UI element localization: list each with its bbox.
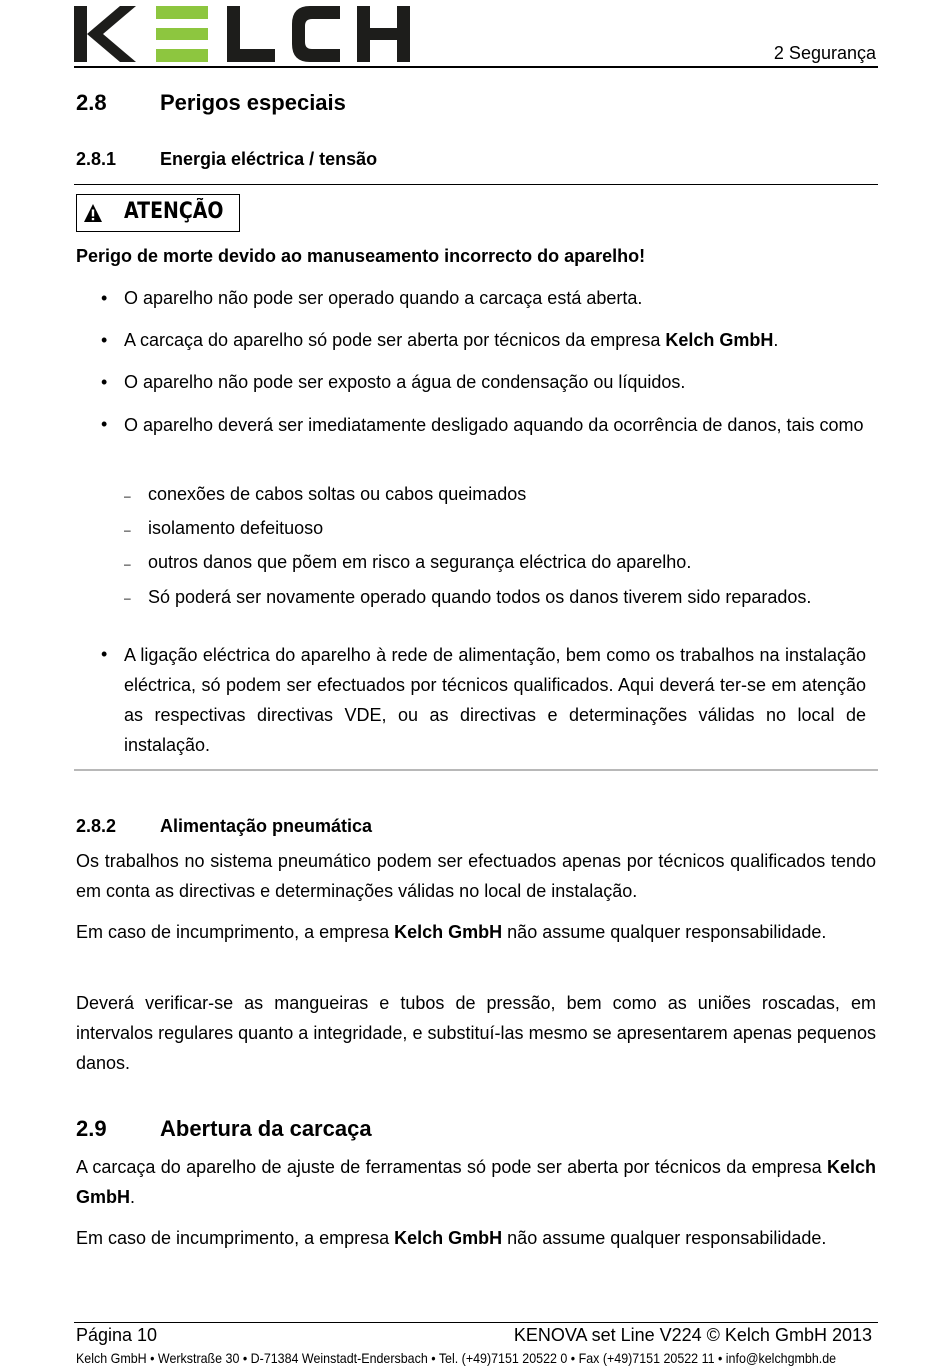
damage-item-2: isolamento defeituoso xyxy=(148,518,324,538)
company-name: Kelch GmbH xyxy=(665,330,774,350)
section-title: Abertura da carcaça xyxy=(160,1116,372,1141)
text-run: não assume qualquer responsabilidade. xyxy=(502,922,827,942)
subsection-number: 2.8.2 xyxy=(76,816,117,836)
bullet-dot: • xyxy=(101,330,108,350)
warning-label: ATENÇÃO xyxy=(124,199,224,224)
company-name: Kelch GmbH xyxy=(76,1157,876,1207)
warning-triangle-icon xyxy=(83,203,103,223)
bullet-dot: • xyxy=(101,288,108,308)
warning-bullet-3: O aparelho não pode ser exposto a água de condensação ou líquidos. xyxy=(124,372,686,392)
header-divider xyxy=(74,66,878,68)
footer-product: KENOVA set Line V224 © Kelch GmbH 2013 xyxy=(513,1325,872,1345)
housing-paragraph-1 xyxy=(76,1152,876,1212)
section-title: Perigos especiais xyxy=(160,90,346,115)
text-run: não assume qualquer responsabilidade. xyxy=(502,1228,827,1248)
warning-top-rule xyxy=(74,184,878,185)
text-run: . xyxy=(773,330,779,350)
company-name: Kelch GmbH xyxy=(394,922,503,942)
pneumatic-paragraph-3: Deverá verificar-se as mangueiras e tubos de pressão, bem como as uniões roscadas, em intervalos regulares quanto a integridade, e substituí-las mesmo se apresentarem apenas pequenos danos. xyxy=(76,993,876,1073)
dash-marker: – xyxy=(124,489,131,503)
header-section-title: 2 Segurança xyxy=(773,43,876,63)
warning-bullet-2 xyxy=(124,330,778,351)
page-number: Página 10 xyxy=(76,1325,158,1345)
footer-address: Kelch GmbH • Werkstraße 30 • D-71384 Weinstadt-Endersbach • Tel. (+49)7151 20522 0 • Fax (+49)7151 20522 11 • info@kelchgmbh.de xyxy=(76,1350,837,1366)
text-run: . xyxy=(130,1187,136,1207)
section-heading-2-9 xyxy=(76,1116,372,1142)
company-name: Kelch GmbH xyxy=(394,1228,503,1248)
bullet-dot: • xyxy=(101,372,108,392)
warning-bullet-4: O aparelho deverá ser imediatamente desligado aquando da ocorrência de danos, tais como xyxy=(124,415,864,435)
pneumatic-paragraph-2 xyxy=(76,917,876,947)
bullet-dot: • xyxy=(101,414,108,434)
kelch-logo xyxy=(74,4,414,64)
section-number: 2.9 xyxy=(76,1116,107,1141)
dash-marker: – xyxy=(124,591,131,605)
subsection-number: 2.8.1 xyxy=(76,149,117,169)
dash-marker: – xyxy=(124,557,131,571)
warning-bullet-1: O aparelho não pode ser operado quando a carcaça está aberta. xyxy=(124,288,643,308)
subsection-title: Alimentação pneumática xyxy=(160,816,373,836)
text-run: A carcaça do aparelho de ajuste de ferramentas só pode ser aberta por técnicos da empresa xyxy=(76,1157,827,1177)
text-run: Em caso de incumprimento, a empresa xyxy=(76,1228,395,1248)
subsection-heading-2-8-2 xyxy=(76,816,372,837)
damage-item-1: conexões de cabos soltas ou cabos queimados xyxy=(148,484,527,504)
warning-bullet-5: A ligação eléctrica do aparelho à rede de alimentação, bem como os trabalhos na instalação eléctrica, só podem ser efectuados por técnicos qualificados. Aqui deverá ter-se em atenção as respectivas directivas VDE, ou as directivas e determinações válidas no local de instalação. xyxy=(124,645,866,755)
section-heading-2-8 xyxy=(76,90,346,116)
dash-marker: – xyxy=(124,523,131,537)
subsection-heading-2-8-1 xyxy=(76,149,377,170)
bullet-dot: • xyxy=(101,644,108,664)
warning-label-box xyxy=(76,194,240,232)
text-run: A carcaça do aparelho só pode ser aberta por técnicos da empresa xyxy=(124,330,666,350)
footer-divider xyxy=(74,1322,878,1323)
damage-item-4: Só poderá ser novamente operado quando todos os danos tiverem sido reparados. xyxy=(148,587,812,607)
section-number: 2.8 xyxy=(76,90,107,115)
text-run: Em caso de incumprimento, a empresa xyxy=(76,922,395,942)
warning-headline: Perigo de morte devido ao manuseamento incorrecto do aparelho! xyxy=(76,246,646,266)
housing-paragraph-2 xyxy=(76,1223,876,1253)
warning-bottom-rule xyxy=(74,769,878,771)
damage-item-3: outros danos que põem em risco a segurança eléctrica do aparelho. xyxy=(148,552,692,572)
pneumatic-paragraph-1: Os trabalhos no sistema pneumático podem ser efectuados apenas por técnicos qualificados tendo em conta as directivas e determinações válidas no local de instalação. xyxy=(76,851,876,901)
subsection-title: Energia eléctrica / tensão xyxy=(160,149,378,169)
